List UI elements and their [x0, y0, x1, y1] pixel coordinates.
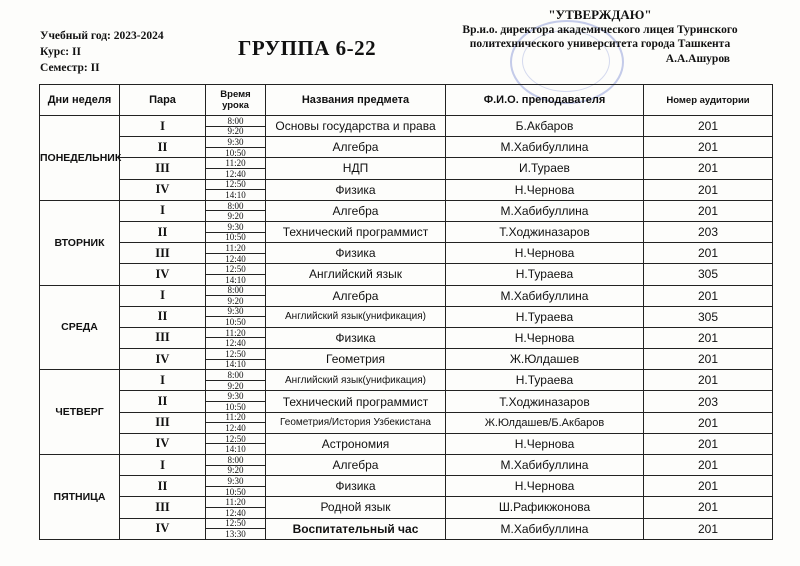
subject-name: Английский язык — [266, 264, 446, 285]
subject-name: Технический программист — [266, 221, 446, 242]
time-end: 12:40 — [206, 253, 266, 264]
subject-name: Физика — [266, 476, 446, 497]
room-number: 201 — [644, 518, 773, 539]
day-name: ПЯТНИЦА — [40, 455, 120, 540]
page-title: ГРУППА 6-22 — [238, 36, 377, 60]
pair-number: III — [120, 158, 206, 179]
document-meta — [40, 28, 164, 76]
time-end: 12:40 — [206, 423, 266, 434]
time-end: 10:50 — [206, 232, 266, 243]
academic-year: Учебный год: 2023-2024 — [40, 30, 164, 42]
lesson-row — [40, 221, 773, 232]
pair-number: II — [120, 476, 206, 497]
time-end: 13:30 — [206, 529, 266, 540]
time-start: 9:30 — [206, 137, 266, 148]
lesson-row — [40, 497, 773, 508]
pair-number: III — [120, 412, 206, 433]
pair-number: I — [120, 200, 206, 221]
time-start: 12:50 — [206, 349, 266, 360]
room-number: 203 — [644, 391, 773, 412]
teacher-name: Ш.Рафикжонова — [446, 497, 644, 518]
lesson-row — [40, 476, 773, 487]
time-end: 9:20 — [206, 296, 266, 307]
lesson-row — [40, 455, 773, 466]
pair-number: III — [120, 497, 206, 518]
time-end: 9:20 — [206, 380, 266, 391]
pair-number: IV — [120, 349, 206, 370]
lesson-row — [40, 200, 773, 211]
teacher-name: Н.Чернова — [446, 179, 644, 200]
teacher-name: Т.Ходжиназаров — [446, 391, 644, 412]
teacher-name: М.Хабибуллина — [446, 455, 644, 476]
approval-line-2: Вр.и.о. директора академического лицея Туринского — [462, 23, 738, 36]
time-end: 9:20 — [206, 465, 266, 476]
room-number: 201 — [644, 200, 773, 221]
teacher-name: М.Хабибуллина — [446, 137, 644, 158]
header-pair: Пара — [120, 85, 206, 116]
time-start: 8:00 — [206, 200, 266, 211]
pair-number: III — [120, 243, 206, 264]
time-end: 10:50 — [206, 317, 266, 328]
day-name: ВТОРНИК — [40, 200, 120, 285]
time-end: 14:10 — [206, 444, 266, 455]
lesson-row — [40, 264, 773, 275]
room-number: 201 — [644, 137, 773, 158]
time-end: 9:20 — [206, 211, 266, 222]
time-start: 9:30 — [206, 391, 266, 402]
subject-name: Алгебра — [266, 455, 446, 476]
teacher-name: Н.Чернова — [446, 433, 644, 454]
subject-name: Воспитательный час — [266, 518, 446, 539]
schedule-body — [40, 116, 773, 540]
lesson-row — [40, 327, 773, 338]
time-start: 9:30 — [206, 221, 266, 232]
pair-number: I — [120, 370, 206, 391]
time-start: 12:50 — [206, 518, 266, 529]
day-name: ПОНЕДЕЛЬНИК — [40, 116, 120, 201]
lesson-row — [40, 518, 773, 529]
header-row — [40, 85, 773, 116]
pair-number: IV — [120, 179, 206, 200]
subject-name: Астрономия — [266, 433, 446, 454]
time-end: 9:20 — [206, 126, 266, 137]
time-start: 12:50 — [206, 179, 266, 190]
room-number: 201 — [644, 243, 773, 264]
room-number: 201 — [644, 285, 773, 306]
time-start: 11:20 — [206, 243, 266, 254]
pair-number: I — [120, 285, 206, 306]
time-start: 9:30 — [206, 476, 266, 487]
teacher-name: Н.Чернова — [446, 476, 644, 497]
approval-line-3: политехнического университета города Ташкента — [469, 38, 731, 50]
room-number: 201 — [644, 455, 773, 476]
header-time: Время урока — [206, 85, 266, 116]
header-teacher: Ф.И.О. преподавателя — [446, 85, 644, 116]
teacher-name: Н.Тураева — [446, 370, 644, 391]
pair-number: IV — [120, 264, 206, 285]
room-number: 201 — [644, 476, 773, 497]
approval-block — [430, 8, 770, 66]
time-end: 12:40 — [206, 507, 266, 518]
time-start: 8:00 — [206, 370, 266, 381]
lesson-row — [40, 137, 773, 148]
room-number: 201 — [644, 497, 773, 518]
lesson-row — [40, 412, 773, 423]
pair-number: II — [120, 137, 206, 158]
time-start: 9:30 — [206, 306, 266, 317]
room-number: 201 — [644, 158, 773, 179]
time-start: 12:50 — [206, 264, 266, 275]
subject-name: Физика — [266, 243, 446, 264]
lesson-row — [40, 306, 773, 317]
time-start: 11:20 — [206, 497, 266, 508]
time-end: 12:40 — [206, 338, 266, 349]
lesson-row — [40, 179, 773, 190]
subject-name: Английский язык(унификация) — [266, 370, 446, 391]
teacher-name: Ж.Юлдашев — [446, 349, 644, 370]
subject-name: Геометрия — [266, 349, 446, 370]
teacher-name: Н.Тураева — [446, 264, 644, 285]
lesson-row — [40, 116, 773, 127]
lesson-row — [40, 370, 773, 381]
pair-number: II — [120, 221, 206, 242]
room-number: 201 — [644, 412, 773, 433]
header-day: Дни неделя — [40, 85, 120, 116]
room-number: 201 — [644, 179, 773, 200]
subject-name: Английский язык(унификация) — [266, 306, 446, 327]
time-start: 11:20 — [206, 158, 266, 169]
approval-heading: "УТВЕРЖДАЮ" — [548, 7, 652, 22]
room-number: 203 — [644, 221, 773, 242]
time-end: 14:10 — [206, 359, 266, 370]
day-name: ЧЕТВЕРГ — [40, 370, 120, 455]
subject-name: Основы государства и права — [266, 116, 446, 137]
time-end: 14:10 — [206, 274, 266, 285]
lesson-row — [40, 243, 773, 254]
room-number: 201 — [644, 116, 773, 137]
time-end: 10:50 — [206, 402, 266, 413]
pair-number: III — [120, 327, 206, 348]
teacher-name: Н.Чернова — [446, 327, 644, 348]
lesson-row — [40, 391, 773, 402]
time-start: 11:20 — [206, 327, 266, 338]
time-start: 8:00 — [206, 285, 266, 296]
lesson-row — [40, 433, 773, 444]
room-number: 201 — [644, 349, 773, 370]
subject-name: НДП — [266, 158, 446, 179]
time-end: 10:50 — [206, 486, 266, 497]
time-end: 10:50 — [206, 147, 266, 158]
teacher-name: М.Хабибуллина — [446, 285, 644, 306]
room-number: 305 — [644, 264, 773, 285]
room-number: 201 — [644, 370, 773, 391]
pair-number: II — [120, 306, 206, 327]
subject-name: Родной язык — [266, 497, 446, 518]
teacher-name: И.Тураев — [446, 158, 644, 179]
subject-name: Геометрия/История Узбекистана — [266, 412, 446, 433]
time-start: 12:50 — [206, 433, 266, 444]
teacher-name: М.Хабибуллина — [446, 200, 644, 221]
header-subject: Названия предмета — [266, 85, 446, 116]
room-number: 201 — [644, 327, 773, 348]
time-start: 11:20 — [206, 412, 266, 423]
room-number: 201 — [644, 433, 773, 454]
header-room: Номер аудитории — [644, 85, 773, 116]
lesson-row — [40, 285, 773, 296]
pair-number: IV — [120, 433, 206, 454]
room-number: 305 — [644, 306, 773, 327]
teacher-name: Б.Акбаров — [446, 116, 644, 137]
approval-signatory: А.А.Ашуров — [665, 52, 730, 65]
subject-name: Физика — [266, 179, 446, 200]
semester: Семестр: II — [40, 62, 100, 74]
subject-name: Технический программист — [266, 391, 446, 412]
day-name: СРЕДА — [40, 285, 120, 370]
pair-number: I — [120, 455, 206, 476]
pair-number: II — [120, 391, 206, 412]
pair-number: I — [120, 116, 206, 137]
lesson-row — [40, 158, 773, 169]
time-start: 8:00 — [206, 455, 266, 466]
teacher-name: М.Хабибуллина — [446, 518, 644, 539]
subject-name: Физика — [266, 327, 446, 348]
subject-name: Алгебра — [266, 200, 446, 221]
subject-name: Алгебра — [266, 285, 446, 306]
teacher-name: Н.Чернова — [446, 243, 644, 264]
time-end: 14:10 — [206, 190, 266, 201]
schedule-table — [39, 84, 773, 540]
lesson-row — [40, 349, 773, 360]
time-start: 8:00 — [206, 116, 266, 127]
teacher-name: Ж.Юлдашев/Б.Акбаров — [446, 412, 644, 433]
pair-number: IV — [120, 518, 206, 539]
course: Курс: II — [40, 46, 81, 58]
teacher-name: Н.Тураева — [446, 306, 644, 327]
subject-name: Алгебра — [266, 137, 446, 158]
time-end: 12:40 — [206, 168, 266, 179]
teacher-name: Т.Ходжиназаров — [446, 221, 644, 242]
